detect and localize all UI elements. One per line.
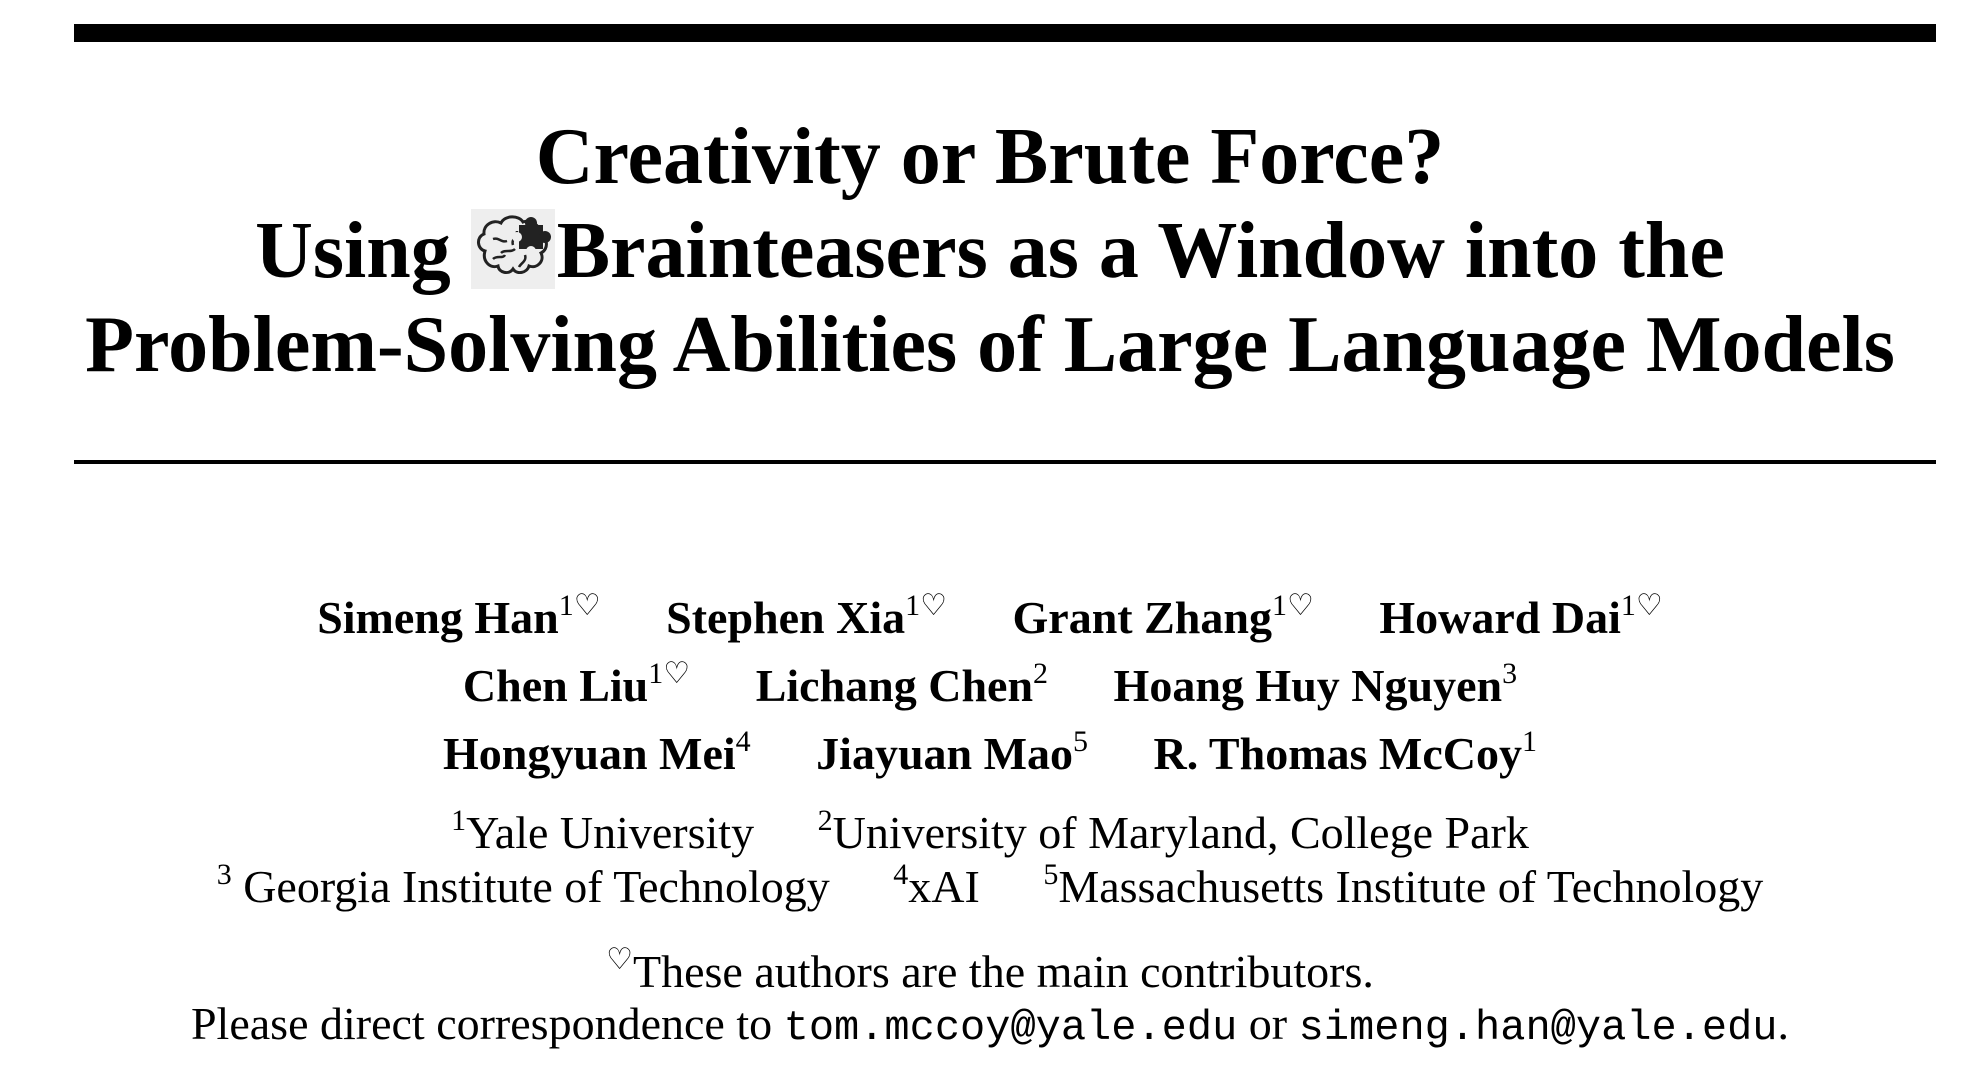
author <box>443 720 751 788</box>
title-line-2 <box>0 204 1980 298</box>
correspondence-note <box>0 998 1980 1054</box>
affiliation-row <box>0 806 1980 860</box>
affiliation-name: xAI <box>908 861 980 912</box>
contributors-text: These authors are the main contributors. <box>633 946 1374 997</box>
author-name: Howard Dai <box>1379 592 1621 643</box>
author <box>1154 720 1537 788</box>
author-affil-number: 1 <box>558 589 574 622</box>
title-line-2-prefix: Using <box>255 207 471 295</box>
affiliation <box>217 860 830 914</box>
heart-icon: ♡ <box>920 588 948 623</box>
affiliation <box>1043 860 1763 914</box>
email-link-mccoy[interactable]: tom.mccoy@yale.edu <box>783 1004 1238 1052</box>
author-affil-number: 3 <box>1502 657 1518 690</box>
author-notes <box>0 942 1980 1054</box>
author-name: Stephen Xia <box>666 592 906 643</box>
author <box>816 720 1088 788</box>
title-line-3: Problem-Solving Abilities of Large Language Models <box>85 301 1895 389</box>
affiliation <box>893 860 980 914</box>
affiliation-name: Massachusetts Institute of Technology <box>1058 861 1764 912</box>
affiliation-number: 3 <box>216 858 232 891</box>
author <box>756 652 1048 720</box>
author-affil-number: 2 <box>1033 657 1049 690</box>
author-name: Lichang Chen <box>755 660 1034 711</box>
author <box>1379 584 1662 652</box>
author-affil-number: 1 <box>1620 589 1636 622</box>
author-name: Hongyuan Mei <box>443 728 736 779</box>
affiliation <box>818 806 1529 860</box>
affiliation-name: Yale University <box>466 807 755 858</box>
bottom-rule <box>74 460 1936 464</box>
correspondence-joiner: or <box>1237 998 1299 1049</box>
author-name: Jiayuan Mao <box>816 728 1074 779</box>
heart-icon: ♡ <box>1635 588 1663 623</box>
author <box>1114 652 1518 720</box>
author-row <box>0 584 1980 652</box>
author-name: Chen Liu <box>462 660 649 711</box>
paper-title <box>0 110 1980 392</box>
author-affil-number: 1 <box>1271 589 1287 622</box>
author-row <box>0 720 1980 788</box>
author-affil-number: 1 <box>905 589 921 622</box>
author-row <box>0 652 1980 720</box>
heart-icon: ♡ <box>1286 588 1314 623</box>
title-line-2-suffix: Brainteasers as a Window into the <box>556 207 1725 295</box>
author <box>666 584 947 652</box>
affiliation-name: Georgia Institute of Technology <box>231 861 830 912</box>
author-affil-number: 1 <box>648 657 664 690</box>
author-name: Grant Zhang <box>1012 592 1272 643</box>
affiliation-number: 1 <box>451 804 467 837</box>
correspondence-prefix: Please direct correspondence to <box>190 998 784 1049</box>
author <box>463 652 690 720</box>
email-link-han[interactable]: simeng.han@yale.edu <box>1298 1004 1778 1052</box>
author-name: Simeng Han <box>317 592 559 643</box>
author-name: Hoang Huy Nguyen <box>1113 660 1503 711</box>
author-affil-number: 4 <box>735 725 751 758</box>
author-name: R. Thomas McCoy <box>1153 728 1522 779</box>
author <box>1013 584 1314 652</box>
affiliation-number: 2 <box>817 804 833 837</box>
author-affil-number: 1 <box>1521 725 1537 758</box>
affiliation-number: 4 <box>893 858 909 891</box>
affiliation-row <box>0 860 1980 914</box>
author-list <box>0 584 1980 788</box>
author <box>317 584 600 652</box>
affiliation-number: 5 <box>1043 858 1059 891</box>
affiliation-list <box>0 806 1980 914</box>
contributors-note <box>0 942 1980 998</box>
correspondence-suffix: . <box>1777 998 1790 1049</box>
top-rule <box>74 24 1936 42</box>
affiliation <box>451 806 754 860</box>
heart-icon: ♡ <box>606 942 634 977</box>
heart-icon: ♡ <box>663 656 691 691</box>
author-affil-number: 5 <box>1073 725 1089 758</box>
brain-puzzle-icon <box>471 209 555 289</box>
affiliation-name: University of Maryland, College Park <box>832 807 1529 858</box>
heart-icon: ♡ <box>573 588 601 623</box>
title-line-1: Creativity or Brute Force? <box>535 113 1445 201</box>
